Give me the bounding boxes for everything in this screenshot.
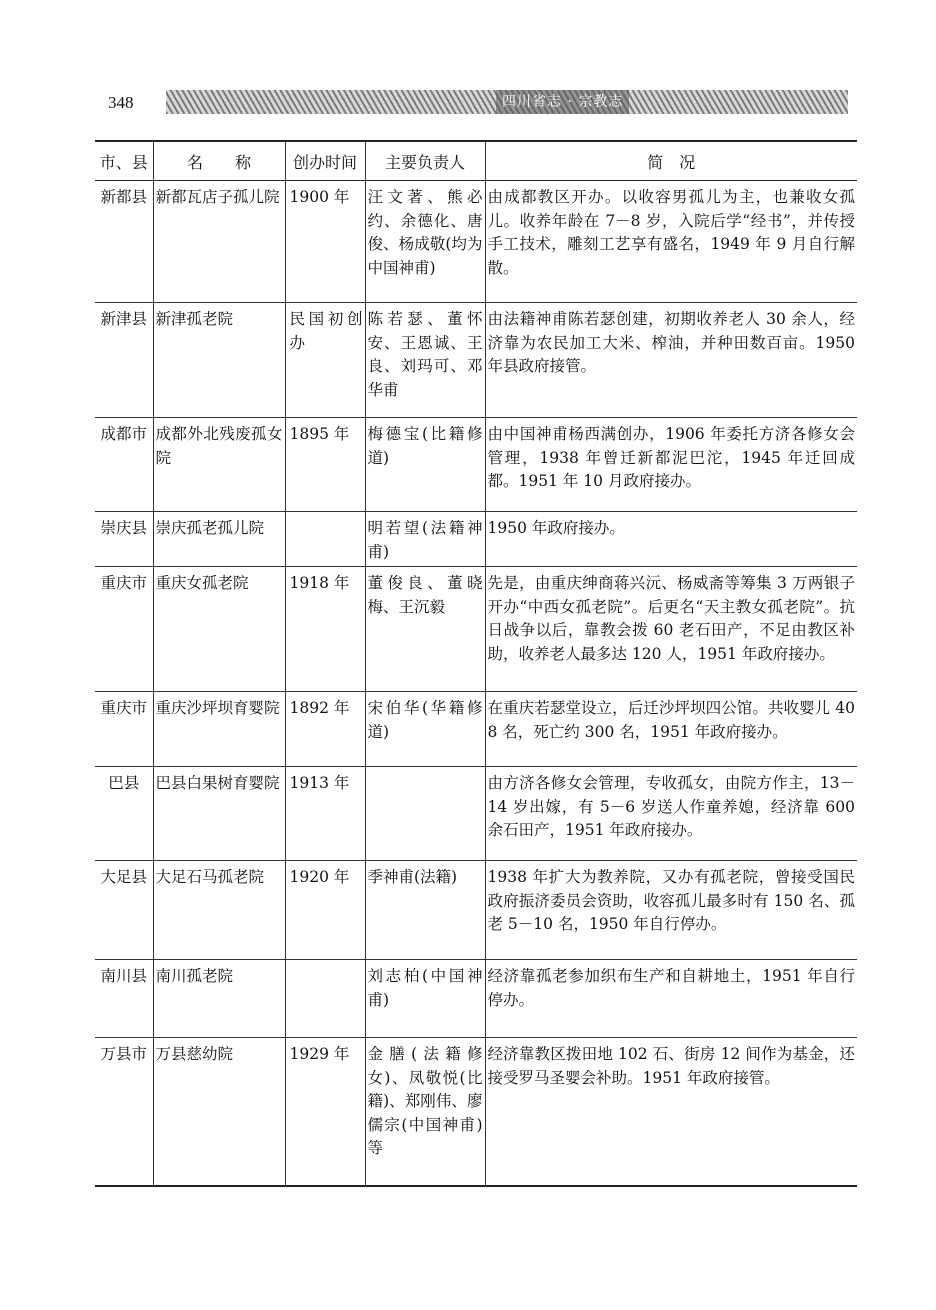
cell-county: 成都市 bbox=[95, 418, 153, 512]
cell-county: 巴县 bbox=[95, 767, 153, 861]
cell-leaders: 汪文著、熊必约、余德化、唐俊、杨成敬(均为中国神甫) bbox=[365, 181, 485, 303]
cell-name: 万县慈幼院 bbox=[153, 1038, 285, 1186]
col-header-leaders: 主要负责人 bbox=[365, 141, 485, 181]
cell-summary: 先是，由重庆绅商蒋兴沅、杨威斋等筹集 3 万两银子开办“中西女孤老院”。后更名“天主教女孤老院”。抗日战争以后，靠教会拨 60 老石田产，不足由教区补助，收养老人最多达 120 人，1951 年政府接办。 bbox=[485, 567, 857, 692]
orphanage-table bbox=[95, 140, 857, 1187]
cell-name: 新都瓦店子孤儿院 bbox=[153, 181, 285, 303]
table-row bbox=[95, 692, 857, 767]
page-number: 348 bbox=[108, 93, 134, 112]
cell-summary: 由成都教区开办。以收容男孤儿为主，也兼收女孤儿。收养年龄在 7－8 岁，入院后学“经书”，并传授手工技术，雕刻工艺享有盛名，1949 年 9 月自行解散。 bbox=[485, 181, 857, 303]
table-row bbox=[95, 418, 857, 512]
cell-county: 崇庆县 bbox=[95, 512, 153, 567]
cell-name: 成都外北残废孤女院 bbox=[153, 418, 285, 512]
cell-name: 新津孤老院 bbox=[153, 303, 285, 418]
table-row bbox=[95, 512, 857, 567]
table-header-row bbox=[95, 141, 857, 181]
cell-county: 重庆市 bbox=[95, 692, 153, 767]
cell-name: 重庆女孤老院 bbox=[153, 567, 285, 692]
page-header bbox=[108, 90, 848, 116]
cell-date: 1892 年 bbox=[285, 692, 365, 767]
cell-summary: 由中国神甫杨西满创办，1906 年委托方济各修女会管理，1938 年曾迁新都泥巴沱，1945 年迁回成都。1951 年 10 月政府接办。 bbox=[485, 418, 857, 512]
cell-date bbox=[285, 960, 365, 1038]
cell-leaders: 刘志柏(中国神甫) bbox=[365, 960, 485, 1038]
cell-county: 新都县 bbox=[95, 181, 153, 303]
table-row bbox=[95, 767, 857, 861]
cell-name: 大足石马孤老院 bbox=[153, 861, 285, 960]
cell-leaders: 梅德宝(比籍修道) bbox=[365, 418, 485, 512]
col-header-county: 市、县 bbox=[95, 141, 153, 181]
table-row bbox=[95, 181, 857, 303]
cell-county: 万县市 bbox=[95, 1038, 153, 1186]
cell-county: 重庆市 bbox=[95, 567, 153, 692]
cell-summary: 由法籍神甫陈若瑟创建，初期收养老人 30 余人，经济靠为农民加工大米、榨油，并种田数百亩。1950 年县政府接管。 bbox=[485, 303, 857, 418]
cell-name: 崇庆孤老孤儿院 bbox=[153, 512, 285, 567]
cell-county: 新津县 bbox=[95, 303, 153, 418]
cell-date bbox=[285, 512, 365, 567]
table-row bbox=[95, 303, 857, 418]
cell-summary: 1938 年扩大为教养院，又办有孤老院，曾接受国民政府振济委员会资助，收容孤儿最多时有 150 名、孤老 5－10 名，1950 年自行停办。 bbox=[485, 861, 857, 960]
table-row bbox=[95, 1038, 857, 1186]
cell-name: 巴县白果树育婴院 bbox=[153, 767, 285, 861]
cell-date: 1920 年 bbox=[285, 861, 365, 960]
cell-date: 1895 年 bbox=[285, 418, 365, 512]
cell-county: 大足县 bbox=[95, 861, 153, 960]
cell-summary: 经济靠教区拨田地 102 石、街房 12 间作为基金，还接受罗马圣婴会补助。1951 年政府接管。 bbox=[485, 1038, 857, 1186]
cell-date: 1900 年 bbox=[285, 181, 365, 303]
cell-summary: 由方济各修女会管理，专收孤女，由院方作主，13－14 岁出嫁，有 5－6 岁送人作童养媳，经济靠 600 余石田产，1951 年政府接办。 bbox=[485, 767, 857, 861]
cell-leaders: 陈若瑟、董怀安、王恩诚、王良、刘玛可、邓华甫 bbox=[365, 303, 485, 418]
cell-summary: 经济靠孤老参加织布生产和自耕地土，1951 年自行停办。 bbox=[485, 960, 857, 1038]
col-header-summary: 简 况 bbox=[485, 141, 857, 181]
cell-leaders: 金膳(法籍修女)、凤敬悦(比籍)、郑刚伟、廖儒宗(中国神甫)等 bbox=[365, 1038, 485, 1186]
table-row bbox=[95, 960, 857, 1038]
cell-county: 南川县 bbox=[95, 960, 153, 1038]
table-row bbox=[95, 567, 857, 692]
cell-leaders: 董俊良、董晓梅、王沉毅 bbox=[365, 567, 485, 692]
col-header-date: 创办时间 bbox=[285, 141, 365, 181]
cell-date: 1929 年 bbox=[285, 1038, 365, 1186]
cell-leaders: 宋伯华(华籍修道) bbox=[365, 692, 485, 767]
running-title: 四川省志 · 宗教志 bbox=[496, 90, 629, 114]
cell-name: 南川孤老院 bbox=[153, 960, 285, 1038]
cell-summary: 1950 年政府接办。 bbox=[485, 512, 857, 567]
col-header-name: 名 称 bbox=[153, 141, 285, 181]
cell-date: 1913 年 bbox=[285, 767, 365, 861]
header-band bbox=[166, 90, 848, 114]
cell-date: 1918 年 bbox=[285, 567, 365, 692]
cell-summary: 在重庆若瑟堂设立，后迁沙坪坝四公馆。共收婴儿 408 名，死亡约 300 名，1951 年政府接办。 bbox=[485, 692, 857, 767]
cell-name: 重庆沙坪坝育婴院 bbox=[153, 692, 285, 767]
cell-date: 民国初创办 bbox=[285, 303, 365, 418]
cell-leaders: 季神甫(法籍) bbox=[365, 861, 485, 960]
cell-leaders bbox=[365, 767, 485, 861]
cell-leaders: 明若望(法籍神甫) bbox=[365, 512, 485, 567]
table-row bbox=[95, 861, 857, 960]
